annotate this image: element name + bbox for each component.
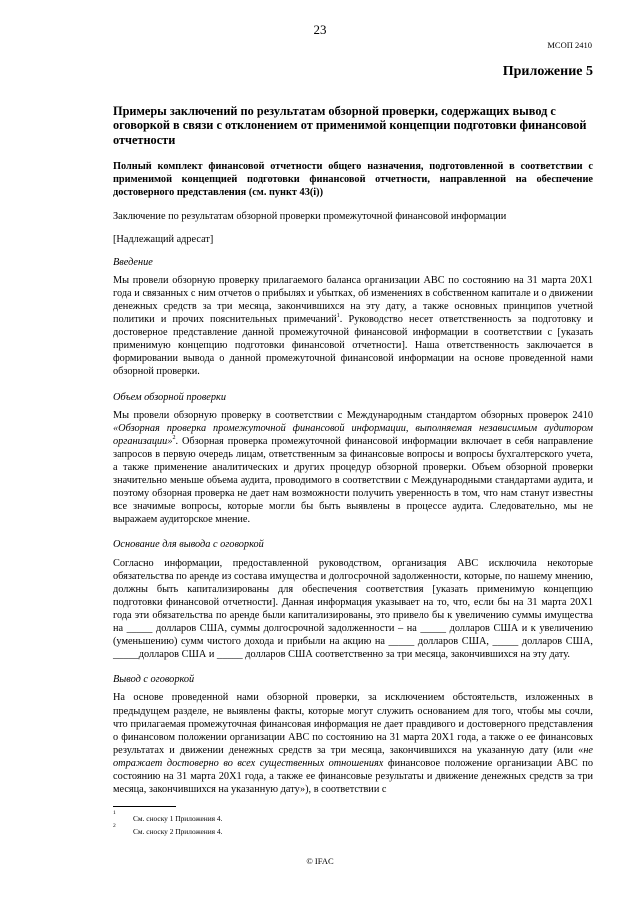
footnote-divider [113, 806, 176, 807]
conclusion-italic-phrase: не отражает достоверно во всех существенных отношениях [113, 744, 593, 769]
conclusion-text-b: финансовое положение организации ABC по состоянию на 31 марта 20X1 года, а также ее финансовые результаты и движение денежных средств за три месяца, закончившихся на указанную дату»), в соответствии с [113, 757, 593, 796]
intro-paragraph [113, 274, 593, 379]
scope-text-b: . Обзорная проверка промежуточной финансовой информации включает в себя направление запросов в первую очередь лицам, ответственным за финансовые вопросы и вопросы бухгалтерского учета, а также применение аналитических и других процедур обзорной проверки. Объем обзорной проверки значительно меньше объема аудита, проводимого в соответствии с Международными стандартами аудита, и поэтому обзорная проверка не дает нам возможности получить уверенность в том, что нам станут известны все значимые вопросы, которые могли бы быть выявлены в процессе аудита. Следовательно, мы не выражаем аудиторское мнение. [113, 435, 593, 526]
basis-paragraph: Согласно информации, предоставленной руководством, организация ABC исключила некоторые обязательства по аренде из состава имущества и долгосрочной задолженности, которые, по нашему мнению, должны быть капитализированы для обеспечения соответствия [указать применимую концепцию подготовки финансовой отчетности]. Данная информация указывает на то, что, если бы на 31 марта 20X1 года эти обязательства по аренде были капитализированы, это привело бы к увеличению суммы имущества на _____ долларов США, суммы долгосрочной задолженности – на _____ долларов США и к увеличению (уменьшению) сумм чистого дохода и прибыли на акцию на _____ долларов США, _____ долларов США, _____долларов США и _____ долларов США соответственно за три месяца, закончившихся на эту дату. [113, 557, 593, 661]
intro-heading: Введение [113, 256, 153, 268]
scope-paragraph [113, 409, 593, 527]
scope-text-a: Мы провели обзорную проверку в соответствии с Международным стандартом обзорных проверок 2410 [113, 409, 593, 421]
copyright-footer: © IFAC [306, 856, 334, 866]
report-title: Заключение по результатам обзорной проверки промежуточной финансовой информации [113, 210, 507, 222]
footnote-mark: 2 [113, 823, 116, 829]
footnote-2 [113, 825, 573, 838]
page-number: 23 [313, 22, 327, 37]
addressee: [Надлежащий адресат] [113, 233, 214, 245]
appendix-label: Приложение 5 [502, 64, 593, 79]
footnote-mark: 1 [113, 810, 116, 816]
scope-heading: Объем обзорной проверки [113, 391, 226, 403]
conclusion-heading: Вывод с оговоркой [113, 674, 195, 686]
footnote-text: См. сноску 2 Приложения 4. [133, 827, 223, 836]
footnote-1 [113, 812, 573, 825]
basis-heading: Основание для вывода с оговоркой [113, 539, 264, 551]
intro-text-a: Мы провели обзорную проверку прилагаемого баланса организации ABC по состоянию на 31 марта 20X1 года и связанных с ним отчетов о прибылях и убытках, об изменениях в собственном капитале и о движении денежных средств за три месяца, закончившихся на эту дату, а также основных принципов учетной политики и прочих пояснительных примечаний [113, 274, 593, 326]
footnotes [113, 812, 573, 838]
footnote-text: См. сноску 1 Приложения 4. [133, 814, 223, 823]
page-subtitle: Полный комплект финансовой отчетности общего назначения, подготовленной в соответствии с применимой концепцией подготовки финансовой отчетности, направленной на обеспечение достоверного представления (см. пункт 43(i)) [113, 161, 593, 199]
intro-text-b: . Руководство несет ответственность за подготовку и достоверное представление данной промежуточной финансовой информации в соответствии с [указать применимую концепцию подготовки финансовой отчетности]. Наша ответственность заключается в формировании вывода о данной промежуточной финансовой информации на основе проведенной нами обзорной проверки. [113, 314, 593, 378]
footnote-ref-1[interactable]: 1 [336, 313, 340, 320]
page-title: Примеры заключений по результатам обзорной проверки, содержащих вывод с оговоркой в связи с отклонением от применимой концепции подготовки финансовой отчетности [113, 104, 587, 147]
footnote-ref-2[interactable]: 2 [172, 434, 176, 441]
scope-standard-title: «Обзорная проверка промежуточной финансовой информации, выполняемая независимым аудитором организации» [113, 422, 593, 447]
conclusion-text-a: На основе проведенной нами обзорной проверки, за исключением обстоятельств, изложенных в предыдущем разделе, не выявлены факты, которые могут служить основанием для того, чтобы мы сочли, что прилагаемая промежуточная финансовая информация не дает правдивого и достоверного представления о финансовом положении организации ABC по состоянию на 31 марта 20X1 года, а также о ее финансовых результатах и движении денежных средств за три месяца, закончившихся на указанную дату (или « [113, 692, 593, 756]
document-code: МСОП 2410 [547, 40, 592, 50]
conclusion-paragraph [113, 691, 593, 796]
main-content [113, 104, 593, 808]
